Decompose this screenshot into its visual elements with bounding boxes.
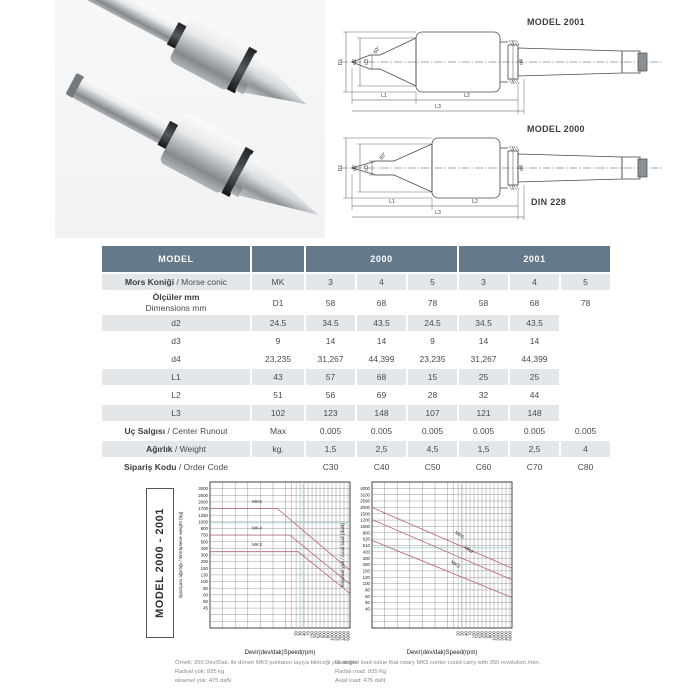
svg-text:70: 70 [305,631,311,636]
svg-text:60°: 60° [372,45,382,56]
note-en-line3: Axial load: 475 daN [335,677,386,684]
svg-text:1000: 1000 [329,631,335,641]
svg-text:1500: 1500 [360,511,370,517]
svg-text:MK3: MK3 [252,543,262,549]
svg-text:3000: 3000 [337,631,343,641]
note-tr-line3: eksenel yük: 475 daN [175,677,231,684]
svg-text:2500: 2500 [360,498,370,504]
svg-text:L3: L3 [435,104,441,110]
table-cell-order-1: C40 [357,459,406,475]
table-cell-l2-0: 51 [252,387,304,403]
svg-text:1700: 1700 [198,506,208,512]
table-cell-d2-3: 24.5 [408,315,457,331]
svg-text:100: 100 [200,579,208,585]
table-cell-d3-0: 9 [252,333,304,349]
table-header-spacer [252,246,304,272]
svg-text:d3: d3 [364,59,370,65]
table-row-l2 [102,387,610,403]
row-unit-l2: L2 [102,387,250,403]
technical-drawing-model-2000 [332,116,692,229]
svg-text:d2: d2 [352,165,358,171]
row-label-mk: Mors Koniği / Morse conic [102,274,250,290]
svg-text:60: 60 [203,592,208,598]
row-unit-d1: D1 [252,292,304,313]
table-cell-d4-2: 44,399 [357,351,406,367]
table-row-d2 [102,315,610,331]
svg-text:300: 300 [362,555,370,561]
svg-text:3000: 3000 [198,486,208,492]
row-label-weight: Ağırlık / Weight [102,441,250,457]
table-row-l3 [102,405,610,421]
svg-text:350: 350 [317,631,323,639]
table-header-row [102,246,610,272]
table-cell-d1-0: 58 [306,292,355,313]
table-cell-l2-1: 56 [306,387,355,403]
svg-text:İşparçası ağırlığı / Workpiece: İşparçası ağırlığı / Workpiece weight (kg) [179,511,184,599]
table-cell-d4-5: 44,399 [510,351,559,367]
svg-text:3100: 3100 [360,492,370,498]
table-cell-runout-1: 0.005 [357,423,406,439]
table-row-runout [102,423,610,439]
table-cell-weight-2: 4,5 [408,441,457,457]
svg-text:150: 150 [471,631,477,639]
table-cell-d3-3: 9 [408,333,457,349]
table-cell-l2-4: 32 [459,387,508,403]
table-cell-l2-5: 44 [510,387,559,403]
model-range-label: MODEL 2000 - 2001 [154,508,167,618]
note-en-line1: Example: load value that rotary MK5 center could carry with 350 revolution /min. [335,660,541,666]
svg-text:5000: 5000 [507,631,513,641]
note-tr-line1: Örnek: 350 Dev/Dak. ile dönen MK5 puntanın taşıya bileceği yük değeri [175,660,359,666]
table-cell-l3-0: 102 [252,405,304,421]
table-cell-l1-1: 57 [306,369,355,385]
model-2001-label: MODEL 2001 [527,17,585,27]
table-cell-d2-0: 24.5 [252,315,304,331]
table-cell-mk-5: 5 [561,274,610,290]
svg-text:5000: 5000 [345,631,351,641]
svg-text:40: 40 [365,606,370,612]
table-cell-weight-1: 2,5 [357,441,406,457]
row-unit-d3: d3 [102,333,250,349]
svg-text:D1: D1 [338,58,344,66]
svg-text:80: 80 [203,585,208,591]
svg-text:2500: 2500 [198,492,208,498]
svg-text:120: 120 [362,574,370,580]
svg-text:30: 30 [297,631,303,636]
row-unit-runout: Max [252,423,304,439]
svg-text:L3: L3 [435,210,441,216]
svg-text:150: 150 [309,631,315,639]
note-en-line2: Radial road: 935 Kg [335,668,387,675]
table-cell-l1-2: 68 [357,369,406,385]
technical-drawing-model-2001 [332,10,692,123]
table-cell-d4-1: 31,267 [306,351,355,367]
svg-text:200: 200 [200,559,208,565]
svg-text:800: 800 [200,526,208,532]
table-cell-mk-0: 3 [306,274,355,290]
table-cell-d4-0: 23,235 [252,351,304,367]
note-english [335,659,595,686]
svg-text:L1: L1 [381,93,387,99]
svg-text:40: 40 [463,631,469,636]
svg-text:D1: D1 [338,164,344,172]
svg-text:30: 30 [459,631,465,636]
svg-text:40: 40 [301,631,307,636]
row-label-order: Sipariş Kodu / Order Code [102,459,250,475]
charts-section [100,476,660,656]
svg-text:Devir(dev/dak)Speed(rpm): Devir(dev/dak)Speed(rpm) [406,650,478,656]
table-cell-order-0: C30 [306,459,355,475]
table-cell-d2-5: 43.5 [510,315,559,331]
table-cell-order-5: C80 [561,459,610,475]
svg-text:20: 20 [293,631,299,636]
spec-table [100,244,612,477]
row-unit-l3: L3 [102,405,250,421]
svg-text:510: 510 [362,543,370,549]
svg-text:250: 250 [475,631,481,639]
svg-text:d3: d3 [364,165,370,171]
svg-text:500: 500 [200,539,208,545]
svg-text:130: 130 [200,572,208,578]
table-cell-d2-1: 34.5 [306,315,355,331]
row-label-runout: Uç Salgısı / Center Runout [102,423,250,439]
table-cell-d4-4: 31,267 [459,351,508,367]
table-cell-runout-5: 0.005 [561,423,610,439]
svg-text:800: 800 [362,530,370,536]
table-cell-runout-0: 0.005 [306,423,355,439]
svg-text:1000: 1000 [491,631,497,641]
table-cell-l3-1: 123 [306,405,355,421]
svg-text:Eksenel yük / Axial load (daN): Eksenel yük / Axial load (daN) [341,523,346,587]
table-cell-d3-2: 14 [357,333,406,349]
table-cell-d2-2: 43.5 [357,315,406,331]
svg-text:d2: d2 [352,59,358,65]
row-unit-d2: d2 [102,315,250,331]
live-center-photo-long-tip [58,59,332,240]
table-cell-d1-2: 78 [408,292,457,313]
svg-text:100: 100 [362,581,370,587]
row-unit-d4: d4 [102,351,250,367]
table-cell-l2-3: 28 [408,387,457,403]
svg-text:L2: L2 [472,199,478,205]
svg-text:400: 400 [200,545,208,551]
table-cell-d3-5: 14 [510,333,559,349]
table-cell-weight-0: 1,5 [306,441,355,457]
table-row-l1 [102,369,610,385]
table-cell-d1-3: 58 [459,292,508,313]
svg-text:45: 45 [203,605,208,611]
svg-text:620: 620 [362,536,370,542]
svg-text:1250: 1250 [198,512,208,518]
svg-text:250: 250 [313,631,319,639]
svg-text:250: 250 [362,562,370,568]
table-cell-d4-3: 23,235 [408,351,457,367]
table-cell-d1-4: 68 [510,292,559,313]
svg-text:800: 800 [487,631,493,639]
table-row-weight [102,441,610,457]
table-cell-l3-3: 107 [408,405,457,421]
table-cell-mk-3: 3 [459,274,508,290]
dimension-group-label: Ölçüler mm Dimensions mm [102,292,250,313]
table-cell-mk-2: 5 [408,274,457,290]
svg-text:50: 50 [365,600,370,606]
svg-text:2000: 2000 [360,504,370,510]
row-unit-order [252,459,304,475]
table-cell-runout-4: 0.005 [510,423,559,439]
table-cell-weight-4: 2,5 [510,441,559,457]
table-cell-l1-5: 25 [510,369,559,385]
table-row-d3 [102,333,610,349]
model-2000-label: MODEL 2000 [527,124,585,134]
table-cell-l3-2: 148 [357,405,406,421]
note-tr-line2: Radyal yük: 935 kg [175,668,225,675]
din-standard-label: DIN 228 [531,197,567,207]
svg-text:2000: 2000 [333,631,339,641]
table-cell-runout-2: 0.005 [408,423,457,439]
svg-text:L2: L2 [464,93,470,99]
svg-text:150: 150 [362,568,370,574]
table-cell-weight-3: 1,5 [459,441,508,457]
svg-text:MK5: MK5 [252,500,262,506]
row-unit-weight: kg. [252,441,304,457]
svg-text:d4: d4 [519,165,525,171]
table-cell-order-2: C50 [408,459,457,475]
svg-text:2000: 2000 [198,499,208,505]
table-cell-mk-1: 4 [357,274,406,290]
table-cell-weight-5: 4 [561,441,610,457]
svg-text:420: 420 [362,549,370,555]
svg-text:500: 500 [483,631,489,639]
svg-text:L1: L1 [389,199,395,205]
table-row-d4 [102,351,610,367]
table-cell-l3-5: 148 [510,405,559,421]
table-header-model: MODEL [102,246,250,272]
table-cell-d3-1: 14 [306,333,355,349]
table-cell-d2-4: 34.5 [459,315,508,331]
table-row-mk [102,274,610,290]
table-cell-l1-3: 15 [408,369,457,385]
svg-text:50: 50 [203,599,208,605]
table-cell-order-3: C60 [459,459,508,475]
svg-text:MK4: MK4 [252,526,262,532]
table-cell-d3-4: 14 [459,333,508,349]
svg-text:750: 750 [200,532,208,538]
svg-text:4000: 4000 [360,485,370,491]
table-cell-l1-4: 25 [459,369,508,385]
svg-text:20: 20 [455,631,461,636]
table-header-2001: 2001 [459,246,610,272]
svg-text:1200: 1200 [360,517,370,523]
table-row-d1 [102,292,610,313]
svg-text:2000: 2000 [495,631,501,641]
svg-text:500: 500 [321,631,327,639]
table-cell-l1-0: 43 [252,369,304,385]
svg-text:MK4: MK4 [462,545,474,556]
table-cell-order-4: C70 [510,459,559,475]
row-unit-mk: MK [252,274,304,290]
table-cell-l2-2: 69 [357,387,406,403]
table-cell-runout-3: 0.005 [459,423,508,439]
table-header-2000: 2000 [306,246,457,272]
svg-text:300: 300 [200,552,208,558]
svg-text:4000: 4000 [341,631,347,641]
svg-text:80: 80 [365,587,370,593]
svg-text:350: 350 [479,631,485,639]
svg-text:4000: 4000 [503,631,509,641]
svg-text:60°: 60° [378,151,388,162]
svg-text:Devir(dev/dak)Speed(rpm): Devir(dev/dak)Speed(rpm) [244,650,316,656]
svg-text:3000: 3000 [499,631,505,641]
svg-text:70: 70 [467,631,473,636]
table-cell-mk-4: 4 [510,274,559,290]
table-cell-l3-4: 121 [459,405,508,421]
svg-text:1000: 1000 [198,519,208,525]
row-unit-l1: L1 [102,369,250,385]
svg-text:MK5: MK5 [453,530,465,541]
svg-text:MK3: MK3 [449,560,461,570]
svg-text:d4: d4 [519,59,525,65]
product-photos [50,0,350,240]
svg-text:800: 800 [325,631,331,639]
svg-text:60: 60 [365,593,370,599]
svg-text:150: 150 [200,565,208,571]
table-row-order [102,459,610,475]
axial-load-chart [317,476,525,661]
table-cell-d1-1: 68 [357,292,406,313]
table-cell-d1-5: 78 [561,292,610,313]
svg-text:1000: 1000 [360,524,370,530]
